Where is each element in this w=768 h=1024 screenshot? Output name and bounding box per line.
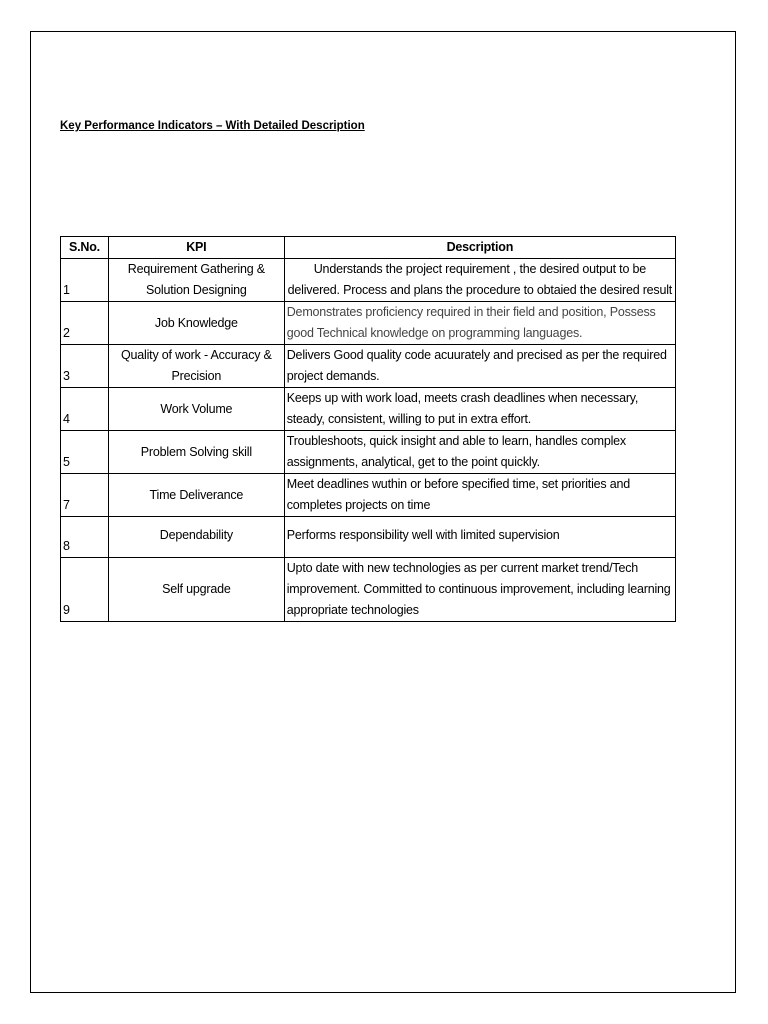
row-kpi: Dependability	[108, 517, 284, 558]
header-kpi: KPI	[108, 237, 284, 259]
row-kpi: Time Deliverance	[108, 474, 284, 517]
table-row	[61, 558, 676, 622]
table-row	[61, 517, 676, 558]
row-kpi: Requirement Gathering & Solution Designing	[108, 259, 284, 302]
row-sno: 2	[61, 302, 109, 345]
table-row	[61, 345, 676, 388]
row-sno: 9	[61, 558, 109, 622]
row-sno: 7	[61, 474, 109, 517]
row-kpi: Quality of work - Accuracy & Precision	[108, 345, 284, 388]
table-row	[61, 388, 676, 431]
row-sno: 5	[61, 431, 109, 474]
row-kpi: Problem Solving skill	[108, 431, 284, 474]
row-kpi: Self upgrade	[108, 558, 284, 622]
row-kpi: Job Knowledge	[108, 302, 284, 345]
row-sno: 3	[61, 345, 109, 388]
row-description: Upto date with new technologies as per current market trend/Tech improvement. Committed to continuous improvement, including learning appropriate technologies	[284, 558, 675, 622]
row-sno: 4	[61, 388, 109, 431]
document-title: Key Performance Indicators – With Detailed Description	[60, 120, 365, 132]
header-description: Description	[284, 237, 675, 259]
row-sno: 8	[61, 517, 109, 558]
table-row	[61, 474, 676, 517]
header-sno: S.No.	[61, 237, 109, 259]
kpi-table	[60, 236, 676, 622]
row-description: Meet deadlines wuthin or before specified time, set priorities and completes projects on time	[284, 474, 675, 517]
row-description: Keeps up with work load, meets crash deadlines when necessary, steady, consistent, willing to put in extra effort.	[284, 388, 675, 431]
row-description: Troubleshoots, quick insight and able to learn, handles complex assignments, analytical, get to the point quickly.	[284, 431, 675, 474]
row-description: Demonstrates proficiency required in their field and position, Possess good Technical knowledge on programming languages.	[284, 302, 675, 345]
table-header-row	[61, 237, 676, 259]
row-description: Understands the project requirement , the desired output to be delivered. Process and plans the procedure to obtaied the desired result	[284, 259, 675, 302]
table-row	[61, 302, 676, 345]
table-row	[61, 431, 676, 474]
row-kpi: Work Volume	[108, 388, 284, 431]
row-description: Delivers Good quality code acuurately and precised as per the required project demands.	[284, 345, 675, 388]
row-sno: 1	[61, 259, 109, 302]
row-description: Performs responsibility well with limited supervision	[284, 517, 675, 558]
table-row	[61, 259, 676, 302]
